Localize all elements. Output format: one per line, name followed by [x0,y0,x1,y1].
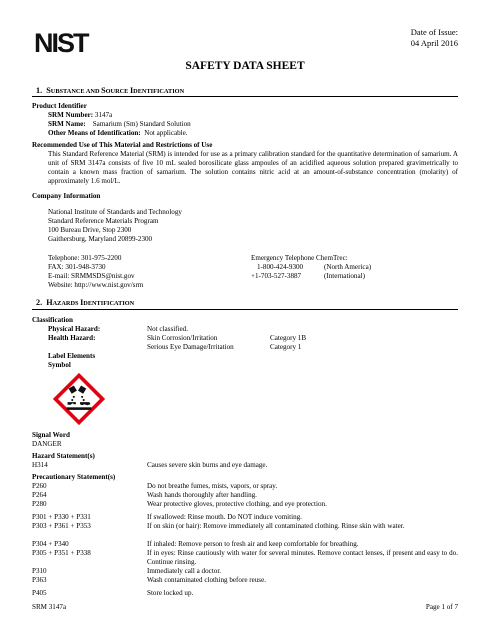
section-1-heading: 1. SUBSTANCE AND SOURCE IDENTIFICATION [36,86,185,95]
precautionary-text: Immediately call a doctor. [147,567,222,575]
classification-heading: Classification [32,316,73,324]
precautionary-code: P363 [32,576,47,584]
precautionary-text: If inhaled: Remove person to fresh air and keep comfortable for breathing. [147,540,359,548]
precautionary-code: P303 + P361 + P353 [32,522,91,530]
nist-logo-text: NIST [34,30,88,54]
precautionary-code: P310 [32,567,47,575]
emergency-row: 1-800-424-9300 (North America) [257,263,372,271]
precautionary-text: If in eyes: Rinse cautiously with water for several minutes. Remove contact lenses, if present and easy to do. Continue rinsing. [147,549,458,566]
issue-date-label: Date of Issue: [410,27,458,37]
precautionary-text: Wash contaminated clothing before reuse. [147,576,266,584]
health-hazard-category: Category 1B [270,334,307,342]
health-hazard-item: Serious Eye Damage/Irritation [147,343,234,351]
precautionary-text: Do not breathe fumes, mists, vapors, or spray. [147,482,278,490]
company-address-line: Gaithersburg, Maryland 20899-2300 [48,235,153,243]
nist-logo [34,30,104,54]
footer-page-number: Page 1 of 7 [425,603,458,611]
hazard-statements-heading: Hazard Statement(s) [32,452,95,460]
product-identifier-heading: Product Identifier [32,102,87,110]
corrosion-pictogram-icon [53,373,105,425]
precautionary-heading: Precautionary Statement(s) [32,473,116,481]
emergency-contact [251,254,371,281]
company-address-line: Standard Reference Materials Program [48,217,159,225]
precautionary-text: Store locked up. [147,589,194,597]
health-hazard-item: Skin Corrosion/Irritation [147,334,218,342]
precautionary-code: P304 + P340 [32,540,69,548]
recommended-use-heading: Recommended Use of This Material and Restrictions of Use [32,141,213,149]
emergency-heading: Emergency Telephone ChemTrec: [251,254,348,262]
document-title: SAFETY DATA SHEET [185,60,305,72]
company-address-line: 100 Bureau Drive, Stop 2300 [48,226,132,234]
health-hazard-category: Category 1 [270,343,302,351]
section-2-rule [32,309,458,310]
footer-document-id: SRM 3147a [32,603,67,611]
precautionary-text: If on skin (or hair): Remove immediately all contaminated clothing. Rinse skin with water. [147,522,405,530]
section-2-heading: 2. HAZARDS IDENTIFICATION [36,298,135,307]
contact-info [48,254,143,290]
label-elements-heading: Label Elements [48,352,96,360]
precautionary-code: P264 [32,491,47,499]
telephone: Telephone: 301-975-2200 [48,254,122,262]
signal-word-value: DANGER [32,440,62,448]
physical-hazard-label: Physical Hazard: [48,325,101,333]
other-means-row: Other Means of Identification: Not applicable. [48,129,188,137]
website-link[interactable]: Website: http://www.nist.gov/srm [48,281,144,289]
precautionary-code: P280 [32,500,47,508]
precautionary-code: P260 [32,482,47,490]
precautionary-code: P301 + P330 + P331 [32,513,91,521]
recommended-use-text: This Standard Reference Material (SRM) is intended for use as a primary calibration standard for the quantitative determination of samarium. A unit of SRM 3147a consists of five 10 mL sealed borosilicate glass ampoules of an acidified aqueous solution prepared gravimetrically to contain a known mass fraction of samarium. The solution contains nitric acid at an amount-of-substance concentration (molarity) of approximately 1.6 mol/L. [48,150,458,185]
email-link[interactable]: E-mail: SRMMSDS@nist.gov [48,272,135,280]
company-address-line: National Institute of Standards and Technology [48,208,182,216]
issue-date-block [411,27,458,49]
hazard-statement-text: Causes severe skin burns and eye damage. [147,461,268,469]
emergency-row: +1-703-527-3887 (International) [251,272,365,280]
precautionary-text: If swallowed: Rinse mouth. Do NOT induce vomiting. [147,513,302,521]
hazard-statement-code: H314 [32,461,48,469]
issue-date-value: 04 April 2016 [410,38,458,48]
precautionary-text: Wear protective gloves, protective clothing, and eye protection. [147,500,327,508]
symbol-heading: Symbol [48,361,71,369]
precautionary-text: Wash hands thoroughly after handling. [147,491,257,499]
precautionary-code: P305 + P351 + P338 [32,549,91,557]
srm-number-row: SRM Number: 3147a [48,111,113,119]
section-1-rule [32,96,458,97]
company-address [48,208,182,244]
company-information-heading: Company Information [32,192,101,200]
fax: FAX: 301-948-3730 [48,263,106,271]
srm-name-row: SRM Name: Samarium (Sm) Standard Solution [48,120,191,128]
signal-word-heading: Signal Word [32,431,70,439]
precautionary-code: P405 [32,589,47,597]
physical-hazard-value: Not classified. [147,325,188,333]
health-hazard-label: Health Hazard: [48,334,96,342]
